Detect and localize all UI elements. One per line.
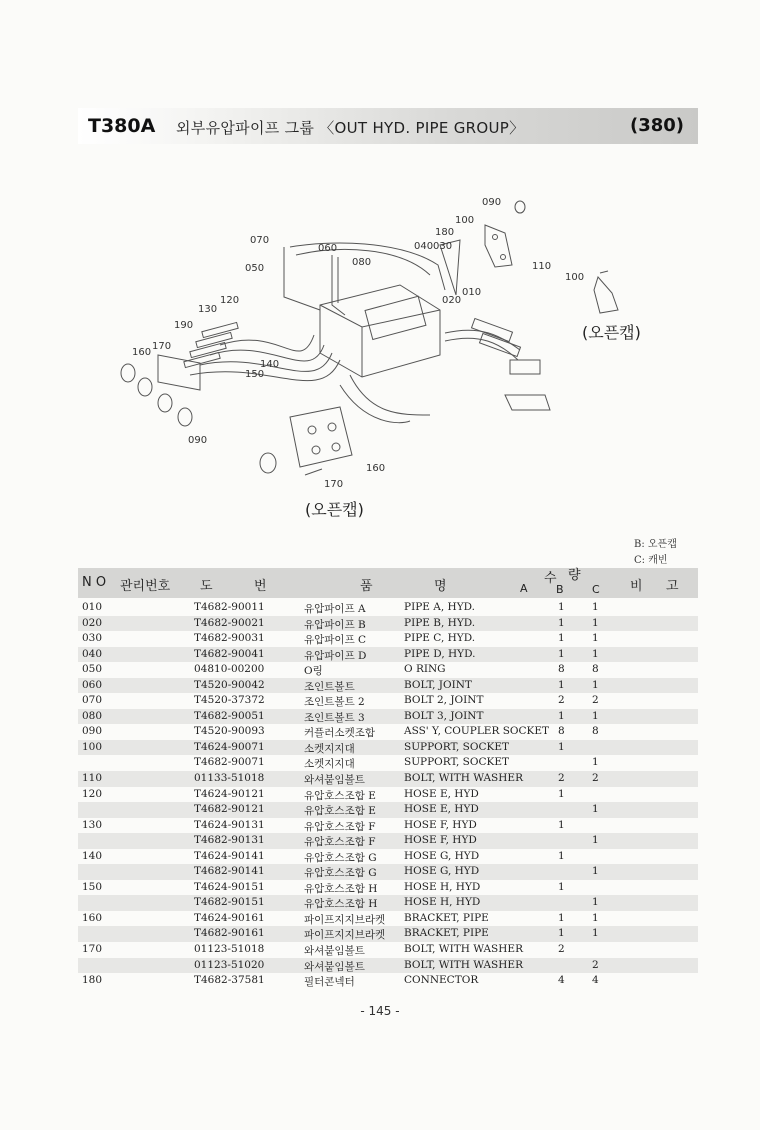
header-bi: 비 bbox=[630, 579, 643, 594]
hose-fitting bbox=[471, 318, 512, 341]
table-row bbox=[78, 926, 698, 942]
qty-b: 1 bbox=[558, 601, 565, 613]
open-cab-label-top: (오픈캡) bbox=[582, 323, 641, 342]
table-row bbox=[78, 895, 698, 911]
part-number: T4682-90031 bbox=[194, 632, 265, 645]
header-mgmt-no: 관리번호 bbox=[120, 579, 171, 594]
header-col-b: B bbox=[556, 583, 564, 596]
callout: 070 bbox=[250, 235, 270, 246]
korean-name: 유압호스조합 F bbox=[304, 820, 376, 833]
coupler-block bbox=[510, 360, 540, 374]
callout: 170 bbox=[152, 341, 172, 352]
part-number: T4682-90051 bbox=[194, 709, 265, 722]
bolt bbox=[305, 469, 322, 475]
connector bbox=[515, 201, 525, 213]
english-name: SUPPORT, SOCKET bbox=[404, 756, 509, 769]
qty-b: 4 bbox=[558, 974, 565, 987]
qty-c: 8 bbox=[592, 663, 599, 676]
qty-c: 1 bbox=[592, 601, 599, 613]
part-number: 04810-00200 bbox=[194, 663, 265, 676]
qty-b: 8 bbox=[558, 663, 565, 676]
coupler-socket bbox=[138, 378, 152, 396]
korean-name: 유압파이프 B bbox=[304, 618, 366, 631]
table-row bbox=[78, 600, 698, 616]
english-name: PIPE A, HYD. bbox=[404, 601, 476, 613]
english-name: PIPE B, HYD. bbox=[404, 616, 476, 629]
pipe-bracket bbox=[485, 225, 512, 267]
part-number: T4682-90041 bbox=[194, 647, 265, 660]
cabin-bracket bbox=[505, 395, 550, 410]
table-row bbox=[78, 864, 698, 880]
header-pum: 품 bbox=[360, 579, 373, 594]
english-name: BOLT, JOINT bbox=[404, 678, 472, 691]
row-no: 170 bbox=[82, 943, 103, 956]
table-row bbox=[78, 662, 698, 678]
row-no: 020 bbox=[82, 616, 103, 629]
korean-name: 파이프지지브라켓 bbox=[304, 913, 386, 926]
callout: 110 bbox=[532, 261, 552, 272]
qty-c: 1 bbox=[592, 927, 599, 940]
part-number: T4624-90071 bbox=[194, 740, 265, 753]
row-no: 150 bbox=[82, 880, 103, 893]
table-row bbox=[78, 709, 698, 725]
qty-b: 1 bbox=[558, 880, 565, 893]
qty-b: 2 bbox=[558, 943, 565, 956]
table-row bbox=[78, 771, 698, 787]
table-row bbox=[78, 693, 698, 709]
qty-c: 1 bbox=[592, 632, 599, 645]
coupler-socket bbox=[178, 408, 192, 426]
part-number: T4520-90042 bbox=[194, 678, 265, 691]
qty-b: 1 bbox=[558, 616, 565, 629]
table-row bbox=[78, 942, 698, 958]
row-no: 060 bbox=[82, 678, 103, 691]
qty-b: 2 bbox=[558, 772, 565, 785]
table-row bbox=[78, 911, 698, 927]
korean-name: 소켓지지대 bbox=[304, 758, 355, 771]
callout: 080 bbox=[352, 257, 372, 268]
hose-line bbox=[220, 335, 314, 351]
table-row bbox=[78, 973, 698, 989]
header-su: 수 bbox=[544, 571, 557, 586]
qty-c: 1 bbox=[592, 647, 599, 660]
socket-plate bbox=[158, 355, 200, 390]
qty-b: 1 bbox=[558, 787, 565, 800]
qty-b: 1 bbox=[558, 818, 565, 831]
callout: 010 bbox=[462, 287, 482, 298]
legend bbox=[634, 537, 677, 569]
row-no: 080 bbox=[82, 709, 103, 722]
english-name: BOLT, WITH WASHER bbox=[404, 958, 523, 971]
table-row bbox=[78, 724, 698, 740]
korean-name: 조인트볼트 bbox=[304, 680, 355, 693]
english-name: BOLT, WITH WASHER bbox=[404, 772, 523, 785]
header-col-a: A bbox=[520, 582, 528, 595]
part-number: T4624-90141 bbox=[194, 849, 265, 862]
qty-c: 1 bbox=[592, 803, 599, 816]
row-no: 140 bbox=[82, 849, 103, 862]
table-row bbox=[78, 958, 698, 974]
callout: 030 bbox=[433, 241, 453, 252]
valve-block-edges bbox=[320, 305, 440, 377]
part-number: 01133-51018 bbox=[194, 772, 265, 785]
part-number: T4682-90011 bbox=[194, 601, 265, 613]
part-number: T4682-90131 bbox=[194, 834, 265, 847]
qty-c: 2 bbox=[592, 694, 599, 707]
callout: 170 bbox=[324, 479, 344, 490]
bracket-hole bbox=[501, 255, 506, 260]
diagram-drawing bbox=[100, 185, 660, 525]
english-name: HOSE H, HYD bbox=[404, 880, 481, 893]
bracket-hole bbox=[493, 235, 498, 240]
qty-c: 1 bbox=[592, 756, 599, 769]
part-number: T4624-90121 bbox=[194, 787, 265, 800]
qty-c: 1 bbox=[592, 896, 599, 909]
qty-b: 2 bbox=[558, 694, 565, 707]
part-number: T4682-90121 bbox=[194, 803, 265, 816]
callout: 160 bbox=[132, 347, 152, 358]
valve-section bbox=[365, 296, 426, 339]
table-row bbox=[78, 787, 698, 803]
callout: 180 bbox=[435, 227, 455, 238]
qty-c: 4 bbox=[592, 974, 599, 987]
part-number: T4624-90151 bbox=[194, 880, 265, 893]
korean-name: 유압파이프 D bbox=[304, 649, 367, 662]
socket-support bbox=[594, 277, 618, 313]
korean-name: 조인트볼트 2 bbox=[304, 696, 365, 709]
korean-name: 유압호스조합 H bbox=[304, 882, 378, 895]
korean-name: 유압파이프 C bbox=[304, 634, 367, 647]
group-code: T380A bbox=[88, 115, 156, 137]
qty-b: 8 bbox=[558, 725, 565, 738]
english-name: HOSE F, HYD bbox=[404, 834, 477, 847]
english-name: ASS' Y, COUPLER SOCKET bbox=[404, 725, 550, 738]
row-no: 110 bbox=[82, 772, 103, 785]
row-no: 010 bbox=[82, 601, 103, 613]
table-row bbox=[78, 833, 698, 849]
english-name: BOLT 2, JOINT bbox=[404, 694, 484, 707]
callout: 050 bbox=[245, 263, 265, 274]
qty-b: 1 bbox=[558, 911, 565, 924]
table-row bbox=[78, 755, 698, 771]
coupler-socket bbox=[260, 453, 276, 473]
legend-b: B: 오픈캡 bbox=[634, 539, 677, 550]
korean-name: 필터콘넥터 bbox=[304, 976, 355, 989]
callout: 150 bbox=[245, 369, 265, 380]
table-row bbox=[78, 802, 698, 818]
english-name: HOSE F, HYD bbox=[404, 818, 477, 831]
coupler-socket bbox=[121, 364, 135, 382]
row-no: 050 bbox=[82, 663, 103, 676]
row-no: 040 bbox=[82, 647, 103, 660]
english-name: BOLT 3, JOINT bbox=[404, 709, 484, 722]
english-name: CONNECTOR bbox=[404, 974, 479, 987]
callout: 100 bbox=[455, 215, 475, 226]
hose-line bbox=[350, 375, 430, 415]
qty-b: 1 bbox=[558, 632, 565, 645]
korean-name: 커플러소켓조합 bbox=[304, 727, 376, 740]
table-row bbox=[78, 616, 698, 632]
korean-name: 와셔붙임볼트 bbox=[304, 960, 365, 973]
qty-c: 2 bbox=[592, 772, 599, 785]
korean-name: 유압호스조합 E bbox=[304, 789, 376, 802]
qty-c: 2 bbox=[592, 958, 599, 971]
qty-c: 1 bbox=[592, 911, 599, 924]
korean-name: 유압호스조합 F bbox=[304, 836, 376, 849]
korean-name: O링 bbox=[304, 665, 323, 678]
part-number: 01123-51020 bbox=[194, 958, 265, 971]
qty-c: 1 bbox=[592, 834, 599, 847]
english-name: BOLT, WITH WASHER bbox=[404, 943, 523, 956]
english-name: O RING bbox=[404, 663, 446, 676]
header-beon: 번 bbox=[254, 579, 267, 594]
korean-name: 유압호스조합 G bbox=[304, 851, 377, 864]
qty-b: 1 bbox=[558, 647, 565, 660]
qty-b: 1 bbox=[558, 927, 565, 940]
english-name: SUPPORT, SOCKET bbox=[404, 740, 509, 753]
qty-b: 1 bbox=[558, 849, 565, 862]
row-no: 090 bbox=[82, 725, 103, 738]
header-ryang: 량 bbox=[568, 568, 581, 583]
table-row bbox=[78, 647, 698, 663]
korean-name: 조인트볼트 3 bbox=[304, 711, 365, 724]
part-number: T4624-90161 bbox=[194, 911, 265, 924]
korean-name: 유압호스조합 G bbox=[304, 867, 377, 880]
plate-hole bbox=[328, 423, 336, 431]
korean-name: 유압파이프 A bbox=[304, 603, 366, 615]
qty-b: 1 bbox=[558, 740, 565, 753]
korean-name: 유압호스조합 H bbox=[304, 898, 378, 911]
bolt bbox=[600, 271, 608, 273]
english-name: BRACKET, PIPE bbox=[404, 927, 489, 940]
qty-c: 1 bbox=[592, 616, 599, 629]
part-number: T4682-90161 bbox=[194, 927, 265, 940]
exploded-parts-diagram bbox=[100, 185, 660, 525]
plate-hole bbox=[332, 443, 340, 451]
pipe-line bbox=[284, 247, 320, 310]
title-band bbox=[78, 108, 698, 144]
callout: 090 bbox=[188, 435, 208, 446]
english-name: BRACKET, PIPE bbox=[404, 911, 489, 924]
qty-c: 8 bbox=[592, 725, 599, 738]
parts-table-header bbox=[78, 568, 698, 598]
row-no: 180 bbox=[82, 974, 103, 987]
callout: 090 bbox=[482, 197, 502, 208]
korean-name: 유압호스조합 E bbox=[304, 805, 376, 818]
table-row bbox=[78, 880, 698, 896]
part-number: T4520-37372 bbox=[194, 694, 265, 707]
row-no: 070 bbox=[82, 694, 103, 707]
qty-c: 1 bbox=[592, 865, 599, 878]
table-row bbox=[78, 631, 698, 647]
header-go: 고 bbox=[666, 579, 679, 594]
callout: 020 bbox=[442, 295, 462, 306]
coupler-socket bbox=[158, 394, 172, 412]
row-no: 100 bbox=[82, 740, 103, 753]
header-myeong: 명 bbox=[434, 579, 447, 594]
korean-name: 와셔붙임볼트 bbox=[304, 945, 365, 958]
hose-fitting bbox=[479, 333, 520, 356]
korean-name: 소켓지지대 bbox=[304, 742, 355, 755]
page-number: - 145 - bbox=[360, 1004, 400, 1018]
row-no: 130 bbox=[82, 818, 103, 831]
plate-hole bbox=[312, 446, 320, 454]
parts-table-body bbox=[78, 600, 698, 989]
row-no: 030 bbox=[82, 632, 103, 645]
part-number: T4682-90071 bbox=[194, 756, 265, 769]
group-title: 외부유압파이프 그룹 〈OUT HYD. PIPE GROUP〉 bbox=[176, 119, 525, 137]
english-name: PIPE D, HYD. bbox=[404, 647, 476, 660]
callout: 120 bbox=[220, 295, 240, 306]
korean-name: 파이프지지브라켓 bbox=[304, 929, 386, 942]
group-page-ref: (380) bbox=[629, 115, 684, 136]
row-no: 160 bbox=[82, 911, 103, 924]
plate-hole bbox=[308, 426, 316, 434]
english-name: HOSE G, HYD bbox=[404, 865, 480, 878]
qty-b: 1 bbox=[558, 678, 565, 691]
english-name: HOSE H, HYD bbox=[404, 896, 481, 909]
callout: 140 bbox=[260, 359, 280, 370]
bottom-bracket-plate bbox=[290, 407, 352, 467]
part-number: T4520-90093 bbox=[194, 725, 265, 738]
legend-c: C: 캐빈 bbox=[634, 555, 668, 566]
table-row bbox=[78, 818, 698, 834]
qty-c: 1 bbox=[592, 678, 599, 691]
english-name: PIPE C, HYD. bbox=[404, 632, 476, 645]
callout: 190 bbox=[174, 320, 194, 331]
callout: 040 bbox=[414, 241, 434, 252]
part-number: 01123-51018 bbox=[194, 943, 265, 956]
english-name: HOSE E, HYD bbox=[404, 803, 479, 816]
header-col-c: C bbox=[592, 583, 600, 596]
qty-c: 1 bbox=[592, 709, 599, 722]
part-number: T4682-37581 bbox=[194, 974, 265, 987]
row-no: 120 bbox=[82, 787, 103, 800]
english-name: HOSE E, HYD bbox=[404, 787, 479, 800]
callout: 160 bbox=[366, 463, 386, 474]
open-cab-label-bottom: (오픈캡) bbox=[305, 500, 364, 519]
part-number: T4682-90021 bbox=[194, 616, 265, 629]
callout: 130 bbox=[198, 304, 218, 315]
header-do: 도 bbox=[200, 579, 213, 594]
table-row bbox=[78, 849, 698, 865]
qty-b: 1 bbox=[558, 709, 565, 722]
part-number: T4682-90141 bbox=[194, 865, 265, 878]
korean-name: 와셔붙임볼트 bbox=[304, 774, 365, 787]
english-name: HOSE G, HYD bbox=[404, 849, 480, 862]
header-no: N O bbox=[82, 575, 107, 590]
callout: 100 bbox=[565, 272, 585, 283]
callout: 060 bbox=[318, 243, 338, 254]
part-number: T4682-90151 bbox=[194, 896, 265, 909]
table-row bbox=[78, 740, 698, 756]
part-number: T4624-90131 bbox=[194, 818, 265, 831]
table-row bbox=[78, 678, 698, 694]
